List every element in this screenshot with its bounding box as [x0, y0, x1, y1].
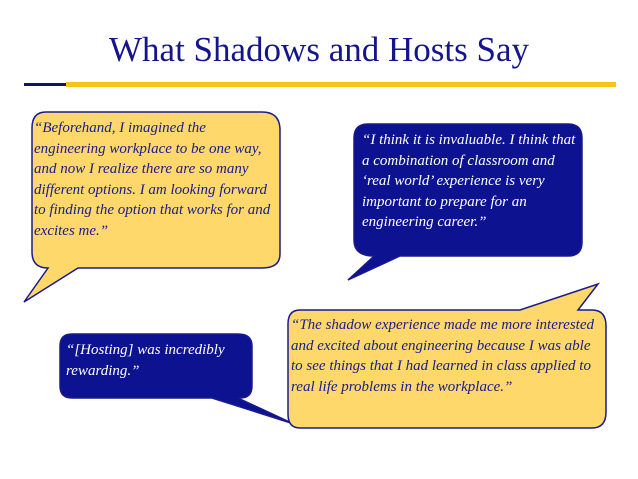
quote-text-1: “Beforehand, I imagined the engineering workplace to be one way, and now I realize there are so many different options. I am looking forward to finding the option that works for and excites me.”	[34, 120, 271, 239]
slide-title: What Shadows and Hosts Say	[109, 30, 529, 69]
quote-text-4: “The shadow experience made me more interested and excited about engineering because I was able to see things that I had learned in class applied to real life problems in the workplace.”	[291, 317, 594, 395]
quote-text-2: “I think it is invaluable. I think that a combination of classroom and ‘real world’ experience is very important to prepare for an engineering career.”	[362, 132, 576, 230]
quote-text-3: “[Hosting] was incredibly rewarding.”	[66, 342, 225, 379]
